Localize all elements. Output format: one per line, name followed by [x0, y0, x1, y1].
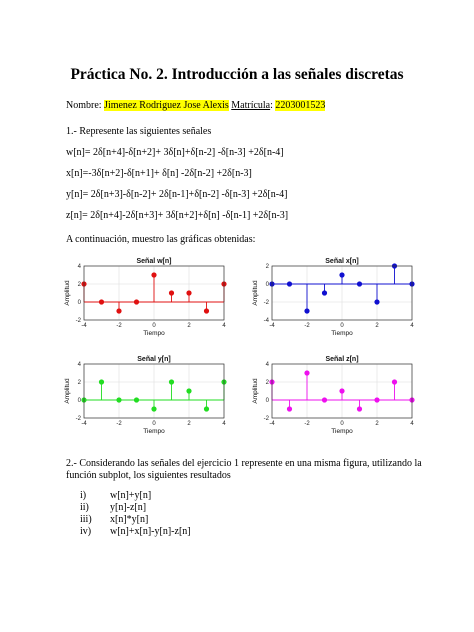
stem-marker — [99, 380, 103, 384]
name-label: Nombre: — [66, 100, 102, 111]
y-tick-label: 0 — [77, 300, 81, 306]
stem-marker — [169, 291, 173, 295]
list-item-text: x[n]*y[n] — [110, 514, 149, 525]
x-tick-label: 4 — [410, 421, 414, 427]
list-item-num: iii) — [80, 514, 92, 525]
chart-title: Señal w[n] — [136, 258, 172, 265]
list-item — [80, 502, 146, 513]
stem-marker — [117, 309, 121, 313]
y-tick-label: 0 — [265, 398, 269, 404]
charts-intro: A continuación, muestro las gráficas obtenidas: — [66, 234, 256, 245]
stem-marker — [134, 398, 138, 402]
list-item — [80, 526, 191, 537]
y-tick-label: 2 — [265, 380, 269, 386]
stem-marker — [375, 398, 379, 402]
list-item-text: w[n]+x[n]-y[n]-z[n] — [110, 526, 191, 537]
stem-marker — [357, 407, 361, 411]
chart-y — [62, 353, 237, 441]
stem-marker — [117, 398, 121, 402]
x-tick-label: 4 — [222, 323, 226, 329]
x-tick-label: -4 — [81, 323, 87, 329]
list-item-num: iv) — [80, 526, 92, 537]
y-tick-label: 0 — [265, 282, 269, 288]
x-tick-label: -4 — [269, 421, 275, 427]
stem-marker — [169, 380, 173, 384]
list-item-text: y[n]-z[n] — [110, 502, 147, 513]
y-axis-label: Amplitud — [252, 280, 259, 306]
y-tick-label: -2 — [75, 416, 81, 422]
section1-heading: 1.- Represente las siguientes señales — [66, 126, 212, 137]
stem-marker — [99, 300, 103, 304]
stem-marker — [322, 291, 326, 295]
x-tick-label: 2 — [187, 323, 191, 329]
stem-marker — [357, 282, 361, 286]
x-tick-label: 2 — [375, 421, 379, 427]
stem-marker — [287, 407, 291, 411]
section2-line1: 2.- Considerando las señales del ejercicio 1 represente en una misma figura, utilizando la — [66, 458, 422, 469]
y-tick-label: -2 — [263, 300, 269, 306]
student-name: Jimenez Rodriguez Jose Alexis — [104, 100, 229, 111]
y-axis-label: Amplitud — [64, 378, 71, 404]
stem-marker — [152, 273, 156, 277]
x-tick-label: -2 — [116, 323, 122, 329]
x-tick-label: -2 — [304, 323, 310, 329]
y-tick-label: 0 — [77, 398, 81, 404]
list-item — [80, 490, 151, 501]
equation-z: z[n]= 2δ[n+4]-2δ[n+3]+ 3δ[n+2]+δ[n] -δ[n-1] +2δ[n-3] — [66, 210, 289, 221]
y-tick-label: 2 — [77, 282, 81, 288]
x-tick-label: -2 — [116, 421, 122, 427]
document-title: Práctica No. 2. Introducción a las señales discretas — [70, 66, 404, 83]
x-tick-label: 0 — [340, 421, 344, 427]
x-tick-label: -2 — [304, 421, 310, 427]
y-axis-label: Amplitud — [64, 280, 71, 306]
x-tick-label: 4 — [410, 323, 414, 329]
stem-marker — [375, 300, 379, 304]
stem-marker — [187, 389, 191, 393]
y-tick-label: 2 — [265, 264, 269, 270]
chart-w — [62, 255, 237, 343]
y-tick-label: 2 — [77, 380, 81, 386]
list-item — [80, 514, 148, 525]
stem-marker — [305, 371, 309, 375]
section2-line2: función subplot, los siguientes resultados — [66, 470, 231, 481]
student-line — [66, 100, 325, 111]
equation-x: x[n]=-3δ[n+2]-δ[n+1]+ δ[n] -2δ[n-2] +2δ[n-3] — [66, 168, 252, 179]
x-axis-label: Tiempo — [143, 428, 165, 435]
x-tick-label: 0 — [152, 421, 156, 427]
id-colon: : — [270, 100, 273, 111]
stem-marker — [287, 282, 291, 286]
stem-marker — [204, 407, 208, 411]
y-tick-label: 4 — [77, 264, 81, 270]
list-item-text: w[n]+y[n] — [110, 490, 152, 501]
x-tick-label: -4 — [269, 323, 275, 329]
stem-marker — [340, 273, 344, 277]
y-tick-label: 4 — [265, 362, 269, 368]
chart-x — [250, 255, 425, 343]
stem-marker — [340, 389, 344, 393]
x-axis-label: Tiempo — [143, 330, 165, 337]
x-axis-label: Tiempo — [331, 428, 353, 435]
chart-title: Señal y[n] — [137, 356, 171, 363]
equation-y: y[n]= 2δ[n+3]-δ[n-2]+ 2δ[n-1]+δ[n-2] -δ[n-3] +2δ[n-4] — [66, 189, 288, 200]
student-id: 2203001523 — [275, 100, 326, 111]
stem-marker — [134, 300, 138, 304]
equation-w: w[n]= 2δ[n+4]-δ[n+2]+ 3δ[n]+δ[n-2] -δ[n-3] +2δ[n-4] — [66, 147, 284, 158]
stem-marker — [152, 407, 156, 411]
x-axis-label: Tiempo — [331, 330, 353, 337]
stem-marker — [305, 309, 309, 313]
x-tick-label: 2 — [375, 323, 379, 329]
y-tick-label: -2 — [263, 416, 269, 422]
list-item-num: ii) — [80, 502, 89, 513]
stem-marker — [322, 398, 326, 402]
x-tick-label: 2 — [187, 421, 191, 427]
stem-marker — [392, 380, 396, 384]
chart-title: Señal z[n] — [325, 356, 359, 363]
y-tick-label: 4 — [77, 362, 81, 368]
x-tick-label: -4 — [81, 421, 87, 427]
x-tick-label: 0 — [340, 323, 344, 329]
stem-marker — [204, 309, 208, 313]
x-tick-label: 4 — [222, 421, 226, 427]
id-label: Matrícula — [231, 100, 271, 111]
y-tick-label: -2 — [75, 318, 81, 324]
chart-z — [250, 353, 425, 441]
list-item-num: i) — [80, 490, 87, 501]
chart-title: Señal x[n] — [325, 258, 359, 265]
x-tick-label: 0 — [152, 323, 156, 329]
y-tick-label: -4 — [263, 318, 269, 324]
y-axis-label: Amplitud — [252, 378, 259, 404]
stem-marker — [187, 291, 191, 295]
